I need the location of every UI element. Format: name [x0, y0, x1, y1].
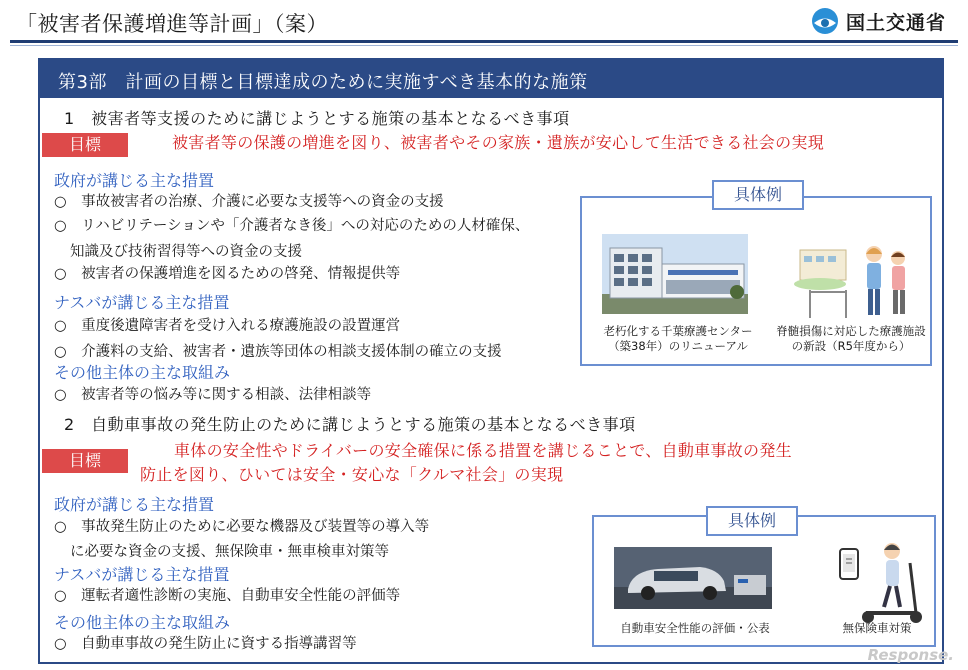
section1-example-label: 具体例: [712, 180, 804, 210]
caption1-line1: 老朽化する千葉療護センター: [603, 324, 753, 338]
section1-gov-item-1: ○ 事故被害者の治療、介護に必要な支援等への資金の支援: [54, 194, 444, 210]
page-title: 「被害者保護増進等計画」（案）: [16, 12, 328, 36]
section1-example-caption-1: [588, 324, 768, 354]
section1-example-box: [580, 196, 932, 366]
safety-test-car-photo: [614, 547, 772, 609]
section1-other-item-1: ○ 被害者等の悩み等に関する相談、法律相談等: [54, 387, 372, 403]
section2-nasva-heading: ナスバが講じる主な措置: [54, 565, 230, 584]
section2-goal-text-2: 防止を図り、ひいては安全・安心な「クルマ社会」の実現: [140, 465, 564, 484]
section2-other-item-1: ○ 自動車事故の発生防止に資する指導講習等: [54, 636, 357, 652]
caption2-line1: 脊髄損傷に対応した療護施設: [776, 324, 926, 338]
section1-gov-item-2-cont: 知識及び技術習得等への資金の支援: [70, 244, 302, 260]
section2-title: 2 自動車事故の発生防止のために講じようとする施策の基本となるべき事項: [64, 415, 636, 434]
section2-example-caption-1: 自動車安全性能の評価・公表: [620, 621, 770, 635]
section2-goal-badge: 目標: [42, 449, 128, 473]
section1-gov-heading: 政府が講じる主な措置: [54, 171, 215, 190]
section1-goal-badge: 目標: [42, 133, 128, 157]
section2-gov-item-1-cont: に必要な資金の支援、無保険車・無車検車対策等: [70, 544, 389, 560]
title-rule-thin: [10, 45, 958, 46]
section1-example-caption-2: [768, 324, 934, 354]
title-rule: [10, 40, 958, 43]
content-frame: [38, 58, 944, 664]
mlit-logo-icon: [810, 6, 840, 36]
section1-nasva-item-1: ○ 重度後遺障害者を受け入れる療護施設の設置運営: [54, 318, 401, 334]
section2-goal-text-1: 車体の安全性やドライバーの安全確保に係る措置を講じることで、自動車事故の発生: [174, 441, 792, 460]
section1-goal-text: 被害者等の保護の増進を図り、被害者やその家族・遺族が安心して生活できる社会の実現: [172, 133, 825, 152]
section2-example-label: 具体例: [706, 506, 798, 536]
scooter-illustration: [836, 537, 932, 625]
section2-example-caption-2: 無保険車対策: [842, 621, 912, 635]
chiba-center-photo: [602, 234, 748, 314]
section2-nasva-item-1: ○ 運転者適性診断の実施、自動車安全性能の評価等: [54, 588, 401, 604]
section1-nasva-heading: ナスバが講じる主な措置: [54, 293, 230, 312]
section2-gov-heading: 政府が講じる主な措置: [54, 495, 215, 514]
section1-gov-item-2: ○ リハビリテーションや「介護者なき後」への対応のための人材確保、: [54, 218, 530, 234]
org-logo: [810, 6, 946, 36]
section1-title: 1 被害者等支援のために講じようとする施策の基本となるべき事項: [64, 109, 570, 128]
watermark: Response.: [867, 646, 954, 664]
rehab-facility-illustration: [790, 230, 916, 320]
part-header: 第3部 計画の目標と目標達成のために実施すべき基本的な施策: [40, 60, 942, 98]
section1-nasva-item-2: ○ 介護料の支給、被害者・遺族等団体の相談支援体制の確立の支援: [54, 344, 502, 360]
section1-other-heading: その他主体の主な取組み: [54, 363, 231, 382]
section1-gov-item-3: ○ 被害者の保護増進を図るための啓発、情報提供等: [54, 266, 401, 282]
caption2-line2: の新設（R5年度から）: [791, 339, 911, 353]
caption1-line2: （築38年）のリニューアル: [608, 339, 748, 353]
section2-other-heading: その他主体の主な取組み: [54, 613, 231, 632]
org-name: 国土交通省: [845, 11, 946, 34]
section2-gov-item-1: ○ 事故発生防止のために必要な機器及び装置等の導入等: [54, 519, 430, 535]
